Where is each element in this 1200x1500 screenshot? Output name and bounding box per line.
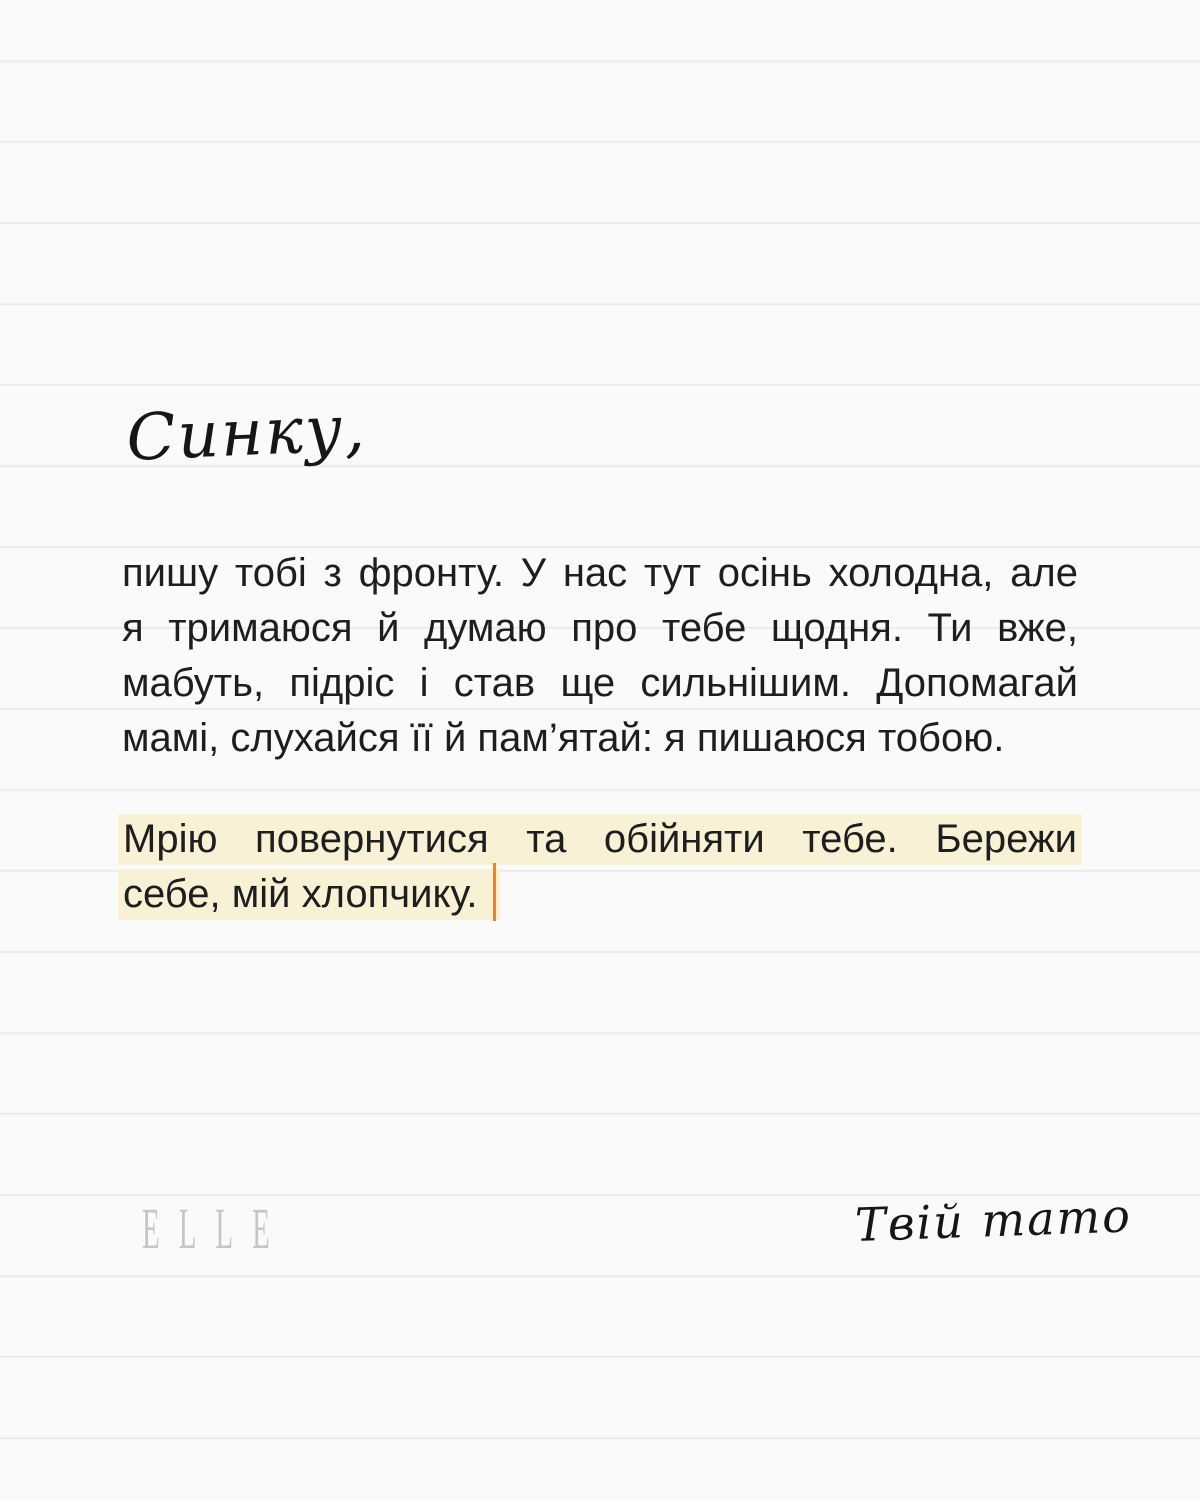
paragraph-line: мабуть, підріс і став ще сильнішим. Допомагай	[122, 661, 1078, 705]
text-cursor-caret	[493, 863, 496, 921]
letter-paragraph-main	[122, 546, 1078, 766]
paragraph-line: мамі, слухайся її й пам’ятай: я пишаюся тобою.	[122, 716, 1005, 760]
salutation-handwritten: Синку,	[124, 391, 369, 476]
highlighted-line-text: себе, мій хлопчику.	[123, 872, 478, 916]
paragraph-line: пишу тобі з фронту. У нас тут осінь холодна, але	[122, 551, 1078, 595]
highlighted-line	[118, 869, 500, 920]
paragraph-line: я тримаюся й думаю про тебе щодня. Ти вже,	[122, 606, 1078, 650]
elle-brand-logo: ELLE	[142, 1196, 289, 1261]
highlighted-line: Мрію повернутися та обійняти тебе. Бережи	[118, 814, 1082, 865]
signature-handwritten: Твій тато	[854, 1188, 1133, 1252]
letter-paragraph-highlighted	[118, 814, 1082, 920]
